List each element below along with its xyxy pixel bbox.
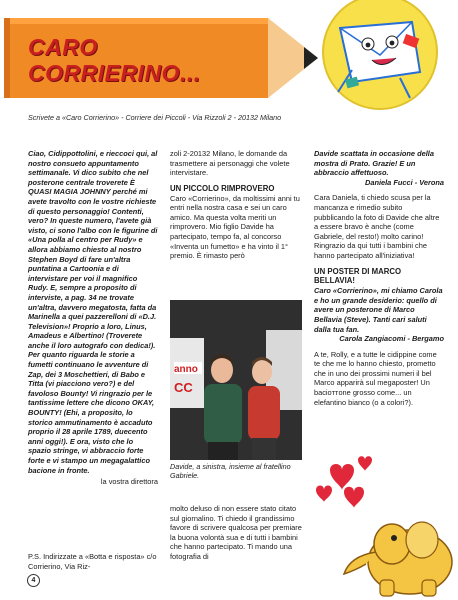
page-number: 4	[27, 574, 40, 587]
column-editor-letter	[28, 149, 158, 487]
column-rimprovero	[170, 149, 302, 261]
rimprovero-intro: zoli 2-20132 Milano, le domande da trasmettere ai personaggi che volete intervistare.	[170, 149, 290, 178]
rimprovero-heading: UN PICCOLO RIMPROVERO	[170, 183, 275, 193]
reply-daniela: Cara Daniela, ti chiedo scusa per la mancanza e rimedio subito pubblicando la foto di Davide che altre a essere bravo è anche (come Gabriele, del resto!) molto carino! Ringrazio da qui tutti i bambini che hanno partecipato all'iniziativa!	[314, 193, 440, 260]
pencil-stripe	[8, 18, 268, 24]
photo-sign-text-2: CC	[174, 380, 193, 395]
heart-icon	[330, 464, 354, 490]
rimprovero-continued-text: molto deluso di non essere stato citato sul giornalino. Ti chiedo il grandissimo favore di scrivere qualcosa per premiare la buona volontà sua e di tutti i bambini che hanno partecipato. Ti mando una fotografia di	[170, 504, 302, 561]
editor-signature: la vostra direttora	[100, 477, 158, 487]
signature-carola: Carola Zangiacomi - Bergamo	[339, 334, 444, 344]
title-line-2: CORRIERINO...	[28, 60, 201, 86]
photo-illustration	[170, 300, 302, 460]
address-subtitle: Scrivete a «Caro Corrierino» - Corriere dei Piccoli - Via Rizzoli 2 - 20132 Milano	[28, 113, 282, 122]
reply-carola: A te, Rolly, e a tutte le cidippine come te che me lo hanno chiesto, prometto che in uno dei prossimi numeri il bel Marco apparirà sul megaposter! Un bacioттone grosso come... un elefantino bianco (o a colori?).	[314, 349, 437, 407]
elephant-mascot	[310, 452, 458, 600]
pencil-lead-tip	[304, 47, 318, 69]
rimprovero-continued	[170, 504, 302, 562]
signature-daniela: Daniela Fucci - Verona	[365, 177, 444, 187]
rimprovero-body: Caro «Corrierino», da moltissimi anni tu entri nella nostra casa e sei un caro amico. Ma questa volta meriti un rimprovero. Mio figlio Davide ha partecipato, tempo fa, al concorso «Inventa un fumetto» e ha vinto il 1° premio. È rimasto però	[170, 193, 300, 261]
poster-letter-body: Caro «Corrierino», mi chiamo Carola e ho un grande desiderio: quello di avere un posterone di Marco Bellavia (Steve). Tanti cari saluti dalla tua fan.	[314, 286, 443, 334]
photo-sign-text: anno	[174, 364, 198, 375]
postscript-text: P.S. Indirizzate a «Botta e risposta» c/o Corrierino, Via Riz-	[28, 552, 157, 571]
title-line-1: CARO	[28, 34, 98, 60]
column-replies	[314, 149, 444, 407]
poster-heading: UN POSTER DI MARCO BELLAVIA!	[314, 266, 402, 286]
pencil-end	[4, 18, 10, 98]
postscript	[28, 552, 158, 571]
heart-icon	[344, 487, 364, 508]
letter-continuation: Davide scattata in occasione della mostra di Prato. Grazie! E un abbraccio affettuoso.	[314, 149, 434, 178]
heart-icon	[358, 456, 372, 471]
heart-icon	[316, 486, 332, 503]
photo-davide-gabriele	[170, 300, 302, 460]
page-title	[28, 34, 258, 86]
editor-letter-body: Ciao, Cidippottolini, e rieccoci qui, al nostro consueto appuntamento settimanale. Vi dico subito che nel posterone centrale troverete È QUASI MAGIA JOHNNY perché mi avete travolto con le vostre richieste di questo personaggio! Contenti, vero? In queste numero, l'avete già visto, ci sono l'albo con le figurine di «Una polla al centro per Rudy» e allora abbiamo chiesto al nostro Stephen Boyd di fare un'altra puntatina a Cartoonia e di intervistare per voi il magnifico Rudy. E, sempre a proposito di interviste, a pag. 34 ne trovate un'altra, davvero megatosta, fatta da Marinella a quei pazzerelloni di «D.J. Television»! Proprio a loro, Linus, Amadeus e Albertino! (Troverete anche il loro autografo con dedica!). Per quanto riguarda le storie a fumetti continuano le avventure di Zap, dei 3 Moschettieri, di Babo e Titta (vi piacciono vero?) e del favoloso Bounty! Vi ringrazio per le tantissime lettere che dicono OKAY, BOUNTY! (Ehi, a proposito, lo storico ammutinamento è accaduto proprio il 28 aprile 1789, duecento anni oggi!). E ora, visto che lo spazio stringe, vi abbraccio forte forte e vi stampo un megagalattico bacione in fronte.	[28, 149, 158, 475]
photo-caption: Davide, a sinistra, insieme al fratellino Gabriele.	[170, 462, 291, 481]
